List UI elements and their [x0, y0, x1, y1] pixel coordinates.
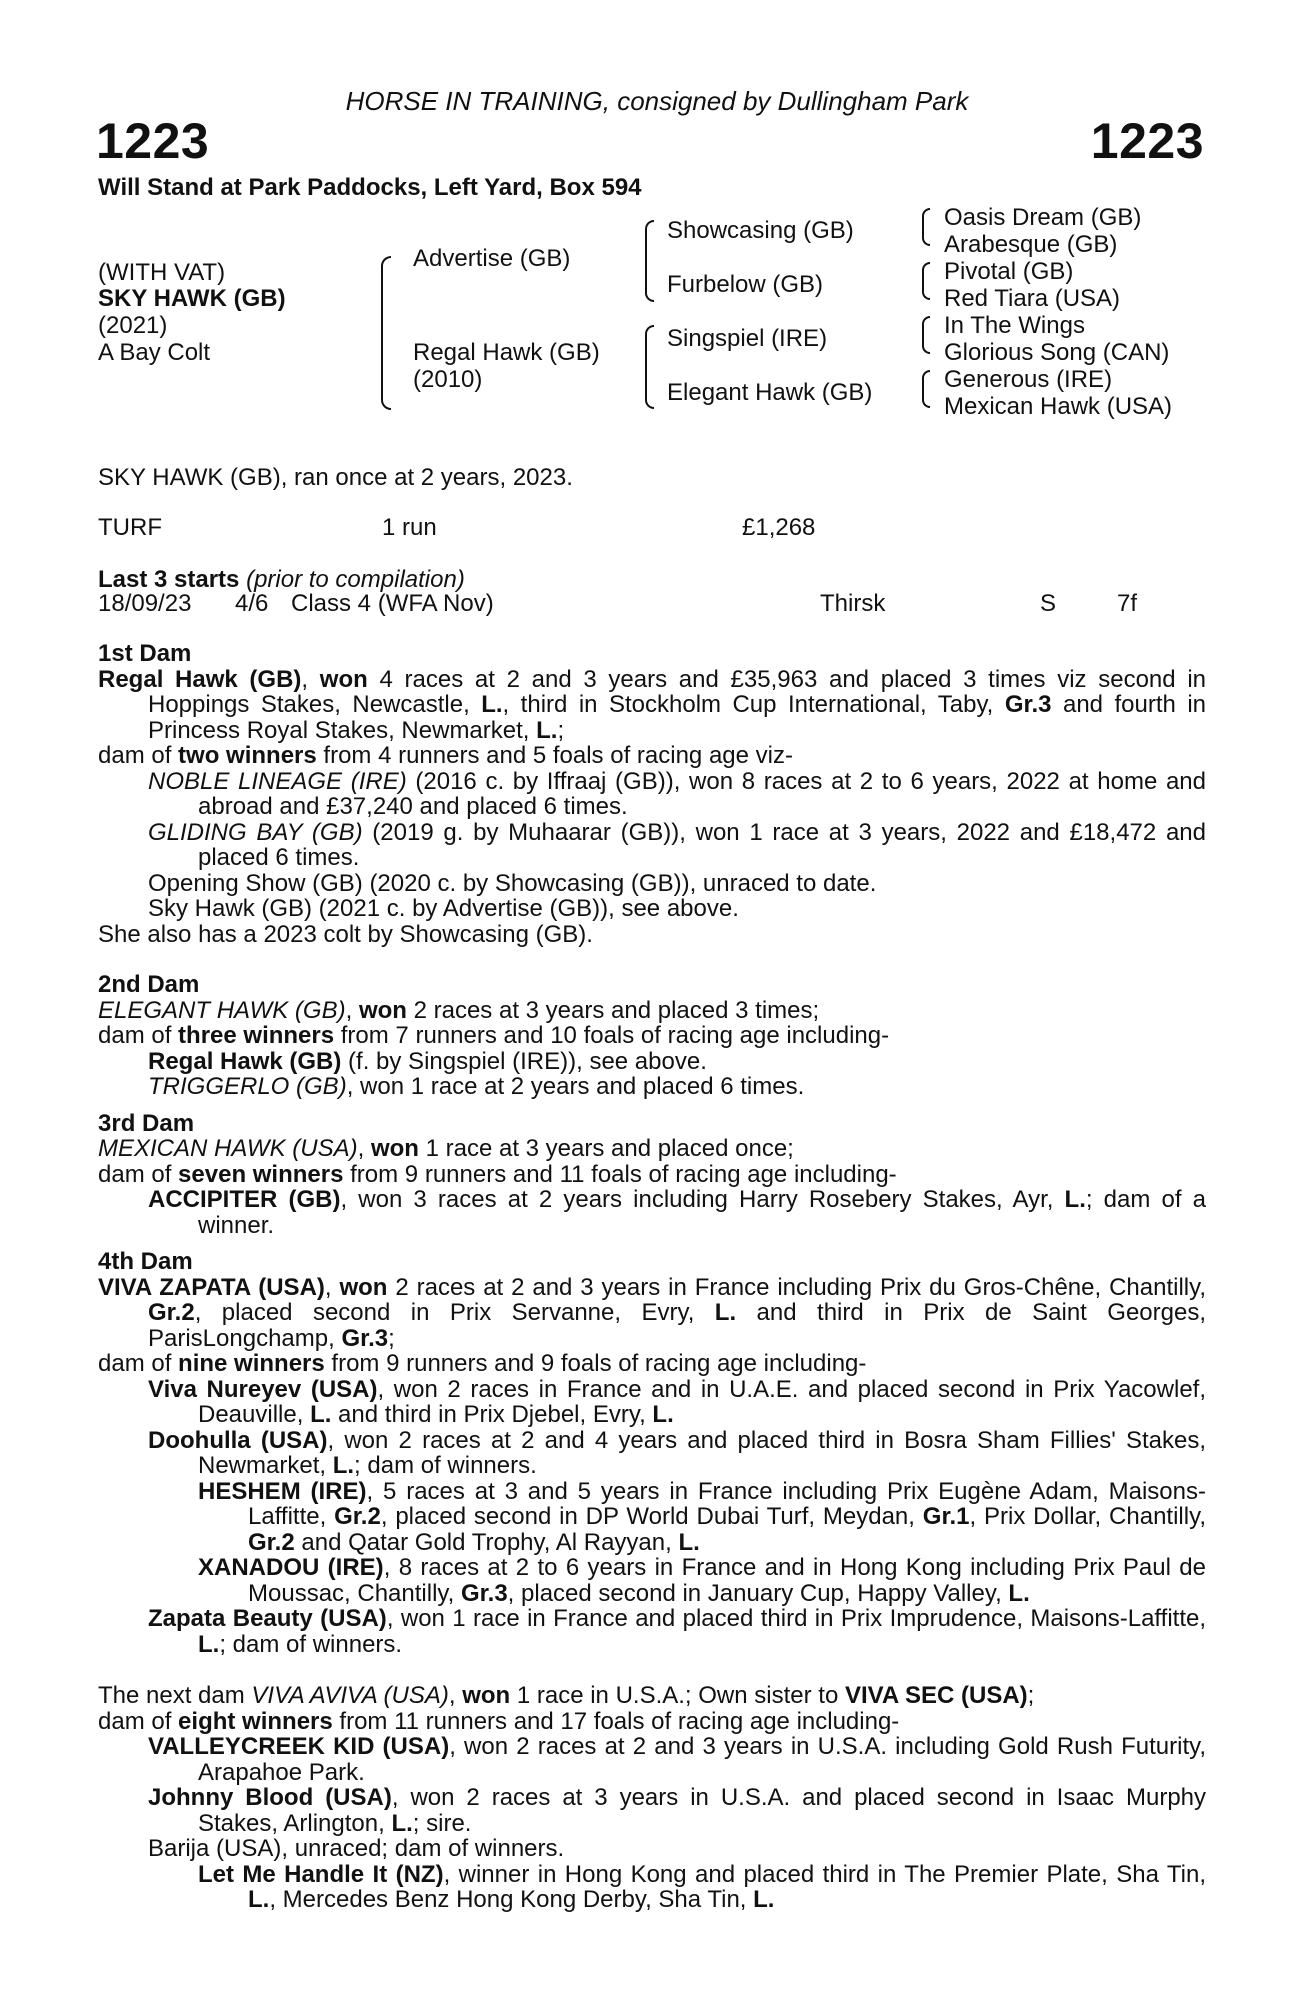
dam-sire: Singspiel (IRE) [667, 325, 828, 352]
sire-sire: Showcasing (GB) [667, 217, 854, 244]
ancestor-5: In The Wings [944, 312, 1085, 339]
first-dam-produce: dam of two winners from 4 runners and 5 foals of racing age viz- [98, 742, 793, 769]
dam-dam: Elegant Hawk (GB) [667, 379, 873, 406]
start-distance: 7f [1117, 590, 1138, 617]
first-dam-heading: 1st Dam [98, 640, 192, 667]
last-starts-note: (prior to compilation) [246, 566, 465, 593]
start-position: 4/6 [235, 590, 269, 617]
next-dam-record: The next dam VIVA AVIVA (USA), won 1 race in U.S.A.; Own sister to VIVA SEC (USA); [98, 1682, 1035, 1709]
consignment-header: HORSE IN TRAINING, consigned by Dullingham Park [345, 86, 969, 116]
produce-item: Viva Nureyev (USA), won 2 races in France and in U.A.E. and placed second in Prix Yacowlef, Deauville, L. and third in Prix Djebel, Evry, L. [148, 1375, 1206, 1428]
produce-item: Sky Hawk (GB) (2021 c. by Advertise (GB)), see above. [148, 895, 739, 922]
lot-number-right: 1223 [1090, 113, 1204, 169]
lot-number-left: 1223 [96, 113, 210, 169]
ancestor-3: Pivotal (GB) [944, 258, 1074, 285]
horse-name: SKY HAWK (GB) [98, 285, 286, 312]
pedigree-bracket-7 [922, 370, 930, 408]
produce-note: She also has a 2023 colt by Showcasing (GB). [98, 920, 593, 948]
race-summary: SKY HAWK (GB), ran once at 2 years, 2023. [98, 464, 573, 491]
produce-item: Zapata Beauty (USA), won 1 race in France and placed third in Prix Imprudence, Maisons-Laffitte, L.; dam of winners. [148, 1605, 1207, 1658]
third-dam-record: MEXICAN HAWK (USA), won 1 race at 3 years and placed once; [98, 1135, 794, 1162]
fourth-dam-heading: 4th Dam [98, 1248, 193, 1275]
pedigree-bracket-2 [645, 220, 654, 302]
dam-sections [98, 641, 1206, 1913]
start-race: Class 4 (WFA Nov) [291, 590, 494, 617]
second-dam-produce: dam of three winners from 7 runners and 10 foals of racing age including- [98, 1022, 890, 1049]
produce-item: Opening Show (GB) (2020 c. by Showcasing (GB)), unraced to date. [148, 869, 877, 897]
ancestor-8: Mexican Hawk (USA) [944, 393, 1173, 420]
sire: Advertise (GB) [413, 245, 571, 272]
produce-item: Regal Hawk (GB) (f. by Singspiel (IRE)), see above. [148, 1047, 707, 1075]
third-dam-produce: dam of seven winners from 9 runners and 11 foals of racing age including- [98, 1160, 897, 1188]
produce-item: Johnny Blood (USA), won 2 races at 3 years in U.S.A. and placed second in Isaac Murphy Stakes, Arlington, L.; sire. [148, 1784, 1207, 1837]
start-going: S [1040, 590, 1057, 617]
vat-label: (WITH VAT) [98, 259, 226, 286]
dam: Regal Hawk (GB) [413, 339, 600, 366]
third-dam-heading: 3rd Dam [98, 1109, 195, 1137]
start-course: Thirsk [820, 590, 886, 617]
fourth-dam-record: VIVA ZAPATA (USA), won 2 races at 2 and 3 years in France including Prix du Gros-Chêne, Chantilly, Gr.2, placed second in Prix Servanne, Evry, L. and third in Prix de Saint Georges, ParisLongchamp, Gr.3; [98, 1273, 1206, 1352]
ancestor-7: Generous (IRE) [944, 366, 1113, 393]
produce-item: VALLEYCREEK KID (USA), won 2 races at 2 and 3 years in U.S.A. including Gold Rush Futurity, Arapahoe Park. [148, 1733, 1206, 1786]
sire-dam: Furbelow (GB) [667, 271, 824, 298]
pedigree-bracket-6 [922, 316, 930, 354]
pedigree-bracket-5 [922, 262, 930, 300]
dam-year: (2010) [413, 366, 483, 393]
next-dam-produce: dam of eight winners from 11 runners and 17 foals of racing age including- [98, 1707, 900, 1735]
record-earnings: £1,268 [742, 514, 816, 541]
second-dam-heading: 2nd Dam [98, 971, 200, 998]
last-starts-title: Last 3 starts [98, 566, 240, 593]
pedigree-bracket-1 [381, 256, 391, 410]
horse-description: A Bay Colt [98, 339, 211, 366]
produce-item: Let Me Handle It (NZ), winner in Hong Kong and placed third in The Premier Plate, Sha Tin, L., Mercedes Benz Hong Kong Derby, Sha Tin, L. [198, 1860, 1206, 1913]
record-runs: 1 run [382, 514, 437, 541]
produce-item: GLIDING BAY (GB) (2019 g. by Muhaarar (GB)), won 1 race at 3 years, 2022 and £18,472 and placed 6 times. [148, 818, 1206, 871]
stand-location: Will Stand at Park Paddocks, Left Yard, Box 594 [98, 174, 642, 201]
produce-item: ACCIPITER (GB), won 3 races at 2 years including Harry Rosebery Stakes, Ayr, L.; dam of a winner. [148, 1186, 1206, 1239]
second-dam-record: ELEGANT HAWK (GB), won 2 races at 3 years and placed 3 times; [98, 996, 820, 1024]
produce-item: HESHEM (IRE), 5 races at 3 and 5 years in France including Prix Eugène Adam, Maisons-Laffitte, Gr.2, placed second in DP World Dubai Turf, Meydan, Gr.1, Prix Dollar, Chantilly, Gr.2 and Qatar Gold Trophy, Al Rayyan, L. [198, 1477, 1206, 1556]
produce-item: NOBLE LINEAGE (IRE) (2016 c. by Iffraaj (GB)), won 8 races at 2 to 6 years, 2022 at home and abroad and £37,240 and placed 6 times. [148, 767, 1206, 820]
record-surface: TURF [98, 514, 162, 541]
ancestor-1: Oasis Dream (GB) [944, 204, 1142, 231]
produce-item: XANADOU (IRE), 8 races at 2 to 6 years in France and in Hong Kong including Prix Paul de Moussac, Chantilly, Gr.3, placed second in January Cup, Happy Valley, L. [198, 1554, 1207, 1607]
produce-item: Doohulla (USA), won 2 races at 2 and 4 years and placed third in Bosra Sham Fillies' Stakes, Newmarket, L.; dam of winners. [148, 1426, 1207, 1479]
horse-year: (2021) [98, 312, 168, 339]
start-date: 18/09/23 [98, 590, 192, 617]
pedigree-bracket-3 [645, 325, 654, 409]
ancestor-4: Red Tiara (USA) [944, 285, 1121, 312]
ancestor-2: Arabesque (GB) [944, 231, 1118, 258]
produce-item: Barija (USA), unraced; dam of winners. [148, 1835, 565, 1862]
produce-item: TRIGGERLO (GB), won 1 race at 2 years and placed 6 times. [148, 1073, 805, 1100]
ancestor-6: Glorious Song (CAN) [944, 339, 1170, 366]
fourth-dam-produce: dam of nine winners from 9 runners and 9 foals of racing age including- [98, 1350, 867, 1377]
first-dam-record: Regal Hawk (GB), won 4 races at 2 and 3 years and £35,963 and placed 3 times viz second in Hoppings Stakes, Newcastle, L., third in Stockholm Cup International, Taby, Gr.3 and fourth in Princess Royal Stakes, Newmarket, L.; [98, 665, 1206, 744]
pedigree-bracket-4 [922, 208, 930, 246]
